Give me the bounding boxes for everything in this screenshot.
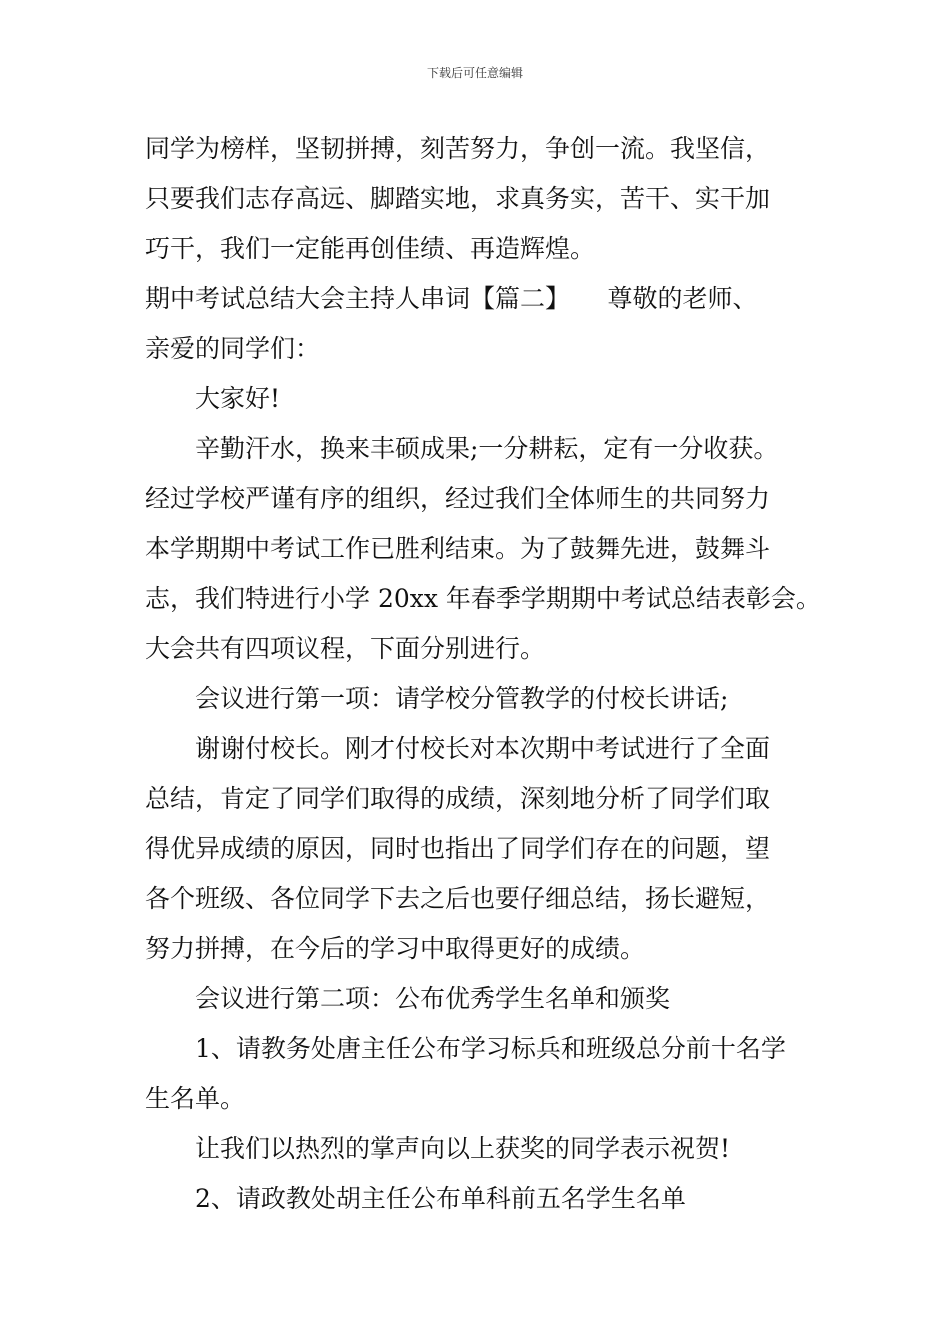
text-line: 谢谢付校长。刚才付校长对本次期中考试进行了全面	[195, 734, 771, 763]
text-line: 大家好!	[195, 384, 281, 413]
text-line: 只要我们志存高远、脚踏实地，求真务实，苦干、实干加	[145, 184, 771, 213]
text-line: 生名单。	[145, 1084, 246, 1113]
text-line: 本学期期中考试工作已胜利结束。为了鼓舞先进，鼓舞斗	[145, 534, 771, 563]
text-line: 经过学校严谨有序的组织，经过我们全体师生的共同努力	[145, 484, 771, 513]
text-line: 努力拼搏，在今后的学习中取得更好的成绩。	[145, 934, 646, 963]
text-line: 会议进行第二项：公布优秀学生名单和颁奖	[195, 984, 671, 1013]
text-line: 亲爱的同学们：	[145, 334, 321, 363]
page-header-note: 下载后可任意编辑	[426, 66, 523, 80]
text-line: 辛勤汗水，换来丰硕成果;一分耕耘，定有一分收获。	[195, 434, 779, 463]
text-line: 总结，肯定了同学们取得的成绩，深刻地分析了同学们取	[145, 784, 771, 813]
text-line: 1、请教务处唐主任公布学习标兵和班级总分前十名学	[195, 1034, 786, 1063]
text-line: 巧干，我们一定能再创佳绩、再造辉煌。	[145, 234, 596, 263]
text-line: 会议进行第一项：请学校分管教学的付校长讲话;	[195, 684, 729, 713]
text-line: 大会共有四项议程，下面分别进行。	[145, 634, 546, 663]
text-line: 2、请政教处胡主任公布单科前五名学生名单	[195, 1184, 686, 1213]
text-line: 得优异成绩的原因，同时也指出了同学们存在的问题，望	[145, 834, 771, 863]
text-line: 志，我们特进行小学 20xx 年春季学期期中考试总结表彰会。	[145, 584, 821, 613]
text-line: 让我们以热烈的掌声向以上获奖的同学表示祝贺!	[195, 1134, 731, 1163]
text-line: 期中考试总结大会主持人串词【篇二】 尊敬的老师、	[145, 284, 758, 313]
text-line: 同学为榜样，坚韧拼搏，刻苦努力，争创一流。我坚信，	[145, 134, 771, 163]
text-line: 各个班级、各位同学下去之后也要仔细总结，扬长避短，	[145, 884, 771, 913]
